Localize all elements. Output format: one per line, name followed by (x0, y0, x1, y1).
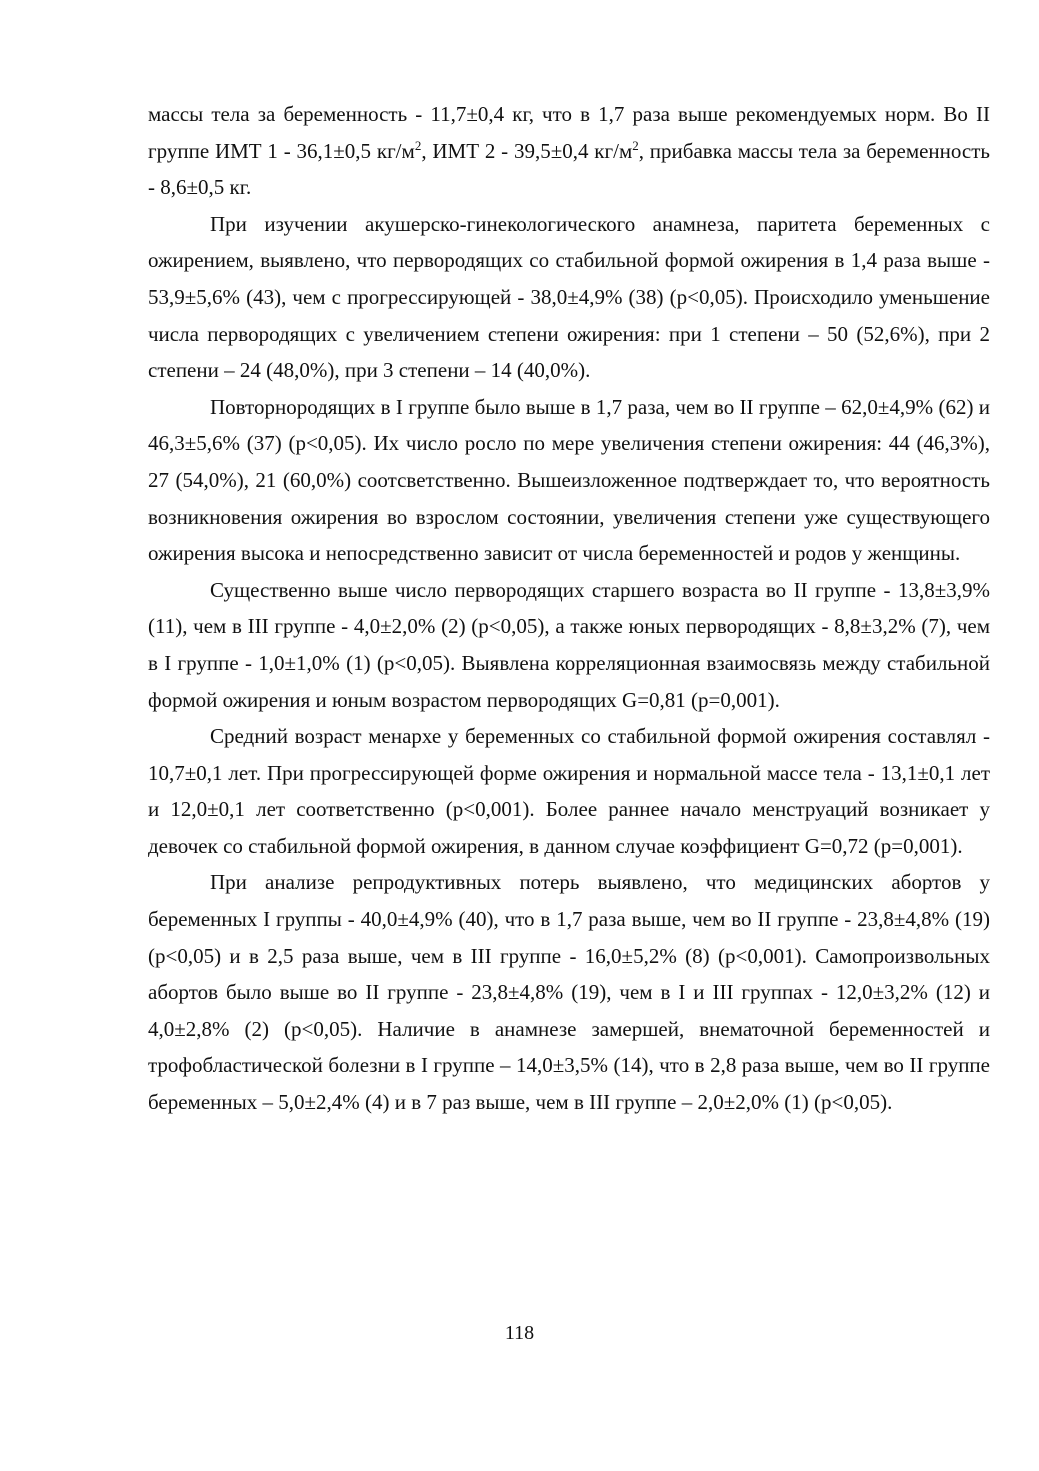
paragraph-1-text-c: , прибавка массы тела за беременность - 8,6±0,5 кг. (148, 138, 991, 200)
paragraph-2: При изучении акушерско-гинекологического анамнеза, паритета беременных с ожирением, выявлено, что первородящих со стабильной формой ожирения в 1,4 раза выше - 53,9±5,6% (43), чем с прогрессирующей - 38,0±4,9% (38) (р<0,05). Происходило уменьшение числа первородящих с увеличением степени ожирения: при 1 степени – 50 (52,6%), при 2 степени – 24 (48,0%), при 3 степени – 14 (40,0%). (148, 211, 990, 383)
superscript-squared: 2 (632, 137, 639, 153)
paragraph-5: Средний возраст менархе у беременных со стабильной формой ожирения составлял - 10,7±0,1 лет. При прогрессирующей форме ожирения и нормальной массе тела - 13,1±0,1 лет и 12,0±0,1 лет соответственно (р<0,001). Более раннее начало менструаций возникает у девочек со стабильной формой ожирения, в данном случае коэффициент G=0,72 (р=0,001). (148, 724, 990, 858)
paragraph-1 (148, 96, 990, 206)
paragraph-1-text-a: массы тела за беременность - 11,7±0,4 кг, что в 1,7 раза выше рекомендуемых норм. Во II группе ИМТ 1 - 36,1±0,5 кг/м (148, 102, 990, 163)
superscript-squared: 2 (414, 137, 422, 153)
paragraph-6: При анализе репродуктивных потерь выявлено, что медицинских абортов у беременных I группы - 40,0±4,9% (40), что в 1,7 раза выше, чем во II группе - 23,8±4,8% (19) (р<0,05) и в 2,5 раза выше, чем в III группе - 16,0±5,2% (8) (р<0,001). Самопроизвольных абортов было выше во II группе - 23,8±4,8% (19), чем в I и III группах - 12,0±3,2% (12) и 4,0±2,8% (2) (р<0,05). Наличие в анамнезе замершей, внематочной беременностей и трофобластической болезни в I группе – 14,0±3,5% (14), что в 2,8 раза выше, чем во II группе беременных – 5,0±2,4% (4) и в 7 раз выше, чем в III группе – 2,0±2,0% (1) (р<0,05). (148, 870, 990, 1115)
document-page (148, 96, 990, 1121)
paragraph-4: Существенно выше число первородящих старшего возраста во II группе - 13,8±3,9% (11), чем в III группе - 4,0±2,0% (2) (р<0,05), а также юных первородящих - 8,8±3,2% (7), чем в I группе - 1,0±1,0% (1) (р<0,05). Выявлена корреляционная взаимосвязь между стабильной формой ожирения и юным возрастом первородящих G=0,81 (р=0,001). (148, 577, 990, 712)
paragraph-1-text-b: , ИМТ 2 - 39,5±0,4 кг/м (421, 138, 633, 163)
paragraph-3: Повторнородящих в I группе было выше в 1,7 раза, чем во II группе – 62,0±4,9% (62) и 46,3±5,6% (37) (р<0,05). Их число росло по мере увеличения степени ожирения: 44 (46,3%), 27 (54,0%), 21 (60,0%) соотсветственно. Вышеизложенное подтверждает то, что вероятность возникновения ожирения во взрослом состоянии, увеличения степени уже существующего ожирения высока и непосредственно зависит от числа беременностей и родов у женщины. (148, 394, 990, 566)
page-number: 118 (504, 1322, 535, 1344)
